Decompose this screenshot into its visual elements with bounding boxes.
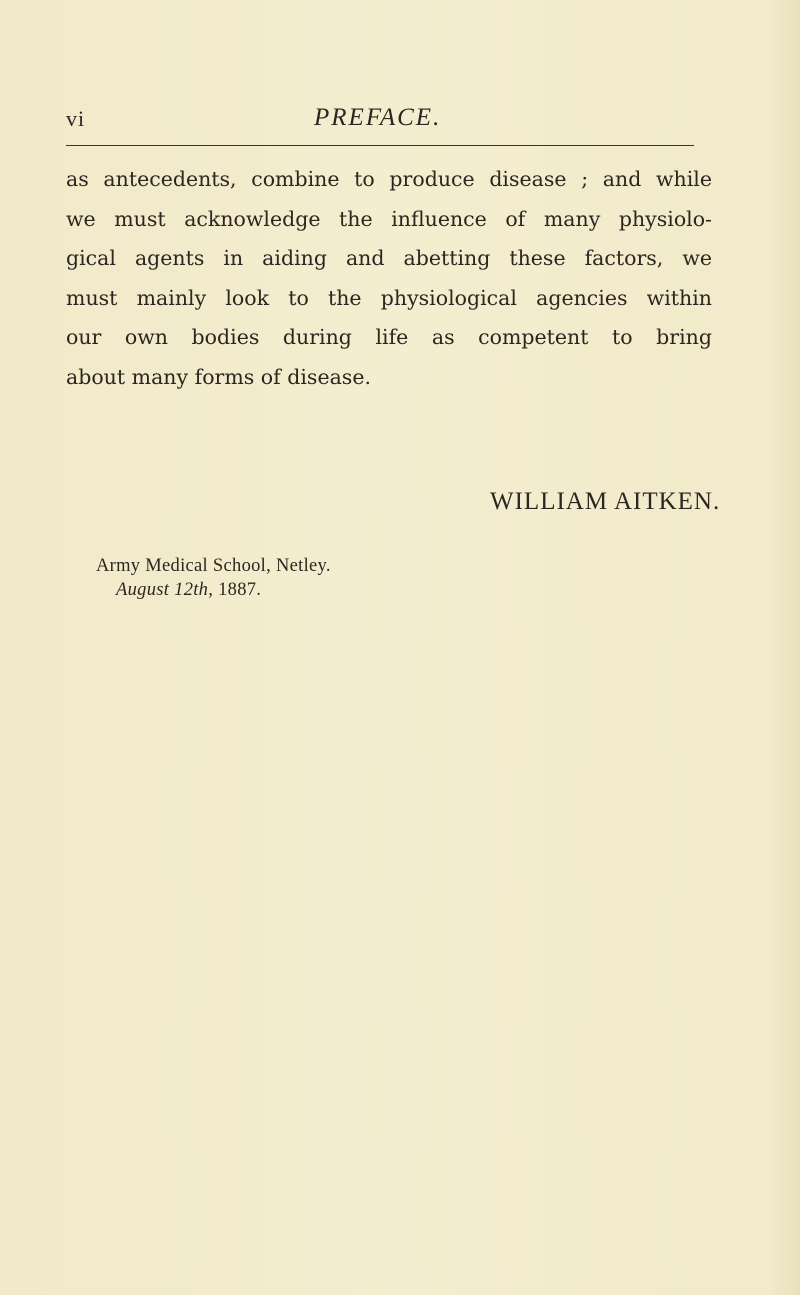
text-line: must mainly look to the physiological agencies within bbox=[66, 285, 712, 310]
author-signature: WILLIAM AITKEN. bbox=[490, 488, 721, 515]
text-line: we must acknowledge the influence of many physiolo- bbox=[66, 206, 712, 231]
text-line: as antecedents, combine to produce disease ; and while bbox=[66, 167, 712, 191]
running-title: PREFACE. bbox=[314, 104, 442, 131]
header-rule bbox=[66, 145, 694, 146]
text-line: our own bodies during life as competent to bring bbox=[66, 325, 712, 349]
text-line: gical agents in aiding and abetting these factors, we bbox=[66, 246, 712, 270]
text-line: about many forms of disease. bbox=[66, 364, 371, 389]
signature-date bbox=[116, 580, 261, 601]
date-day: 12th, bbox=[174, 580, 214, 600]
date-year: 1887. bbox=[218, 580, 262, 600]
signature-place: Army Medical School, Netley. bbox=[96, 556, 331, 576]
preface-paragraph bbox=[66, 160, 712, 397]
date-month: August bbox=[116, 580, 170, 600]
page-number: vi bbox=[66, 106, 86, 131]
page-header bbox=[66, 100, 706, 140]
